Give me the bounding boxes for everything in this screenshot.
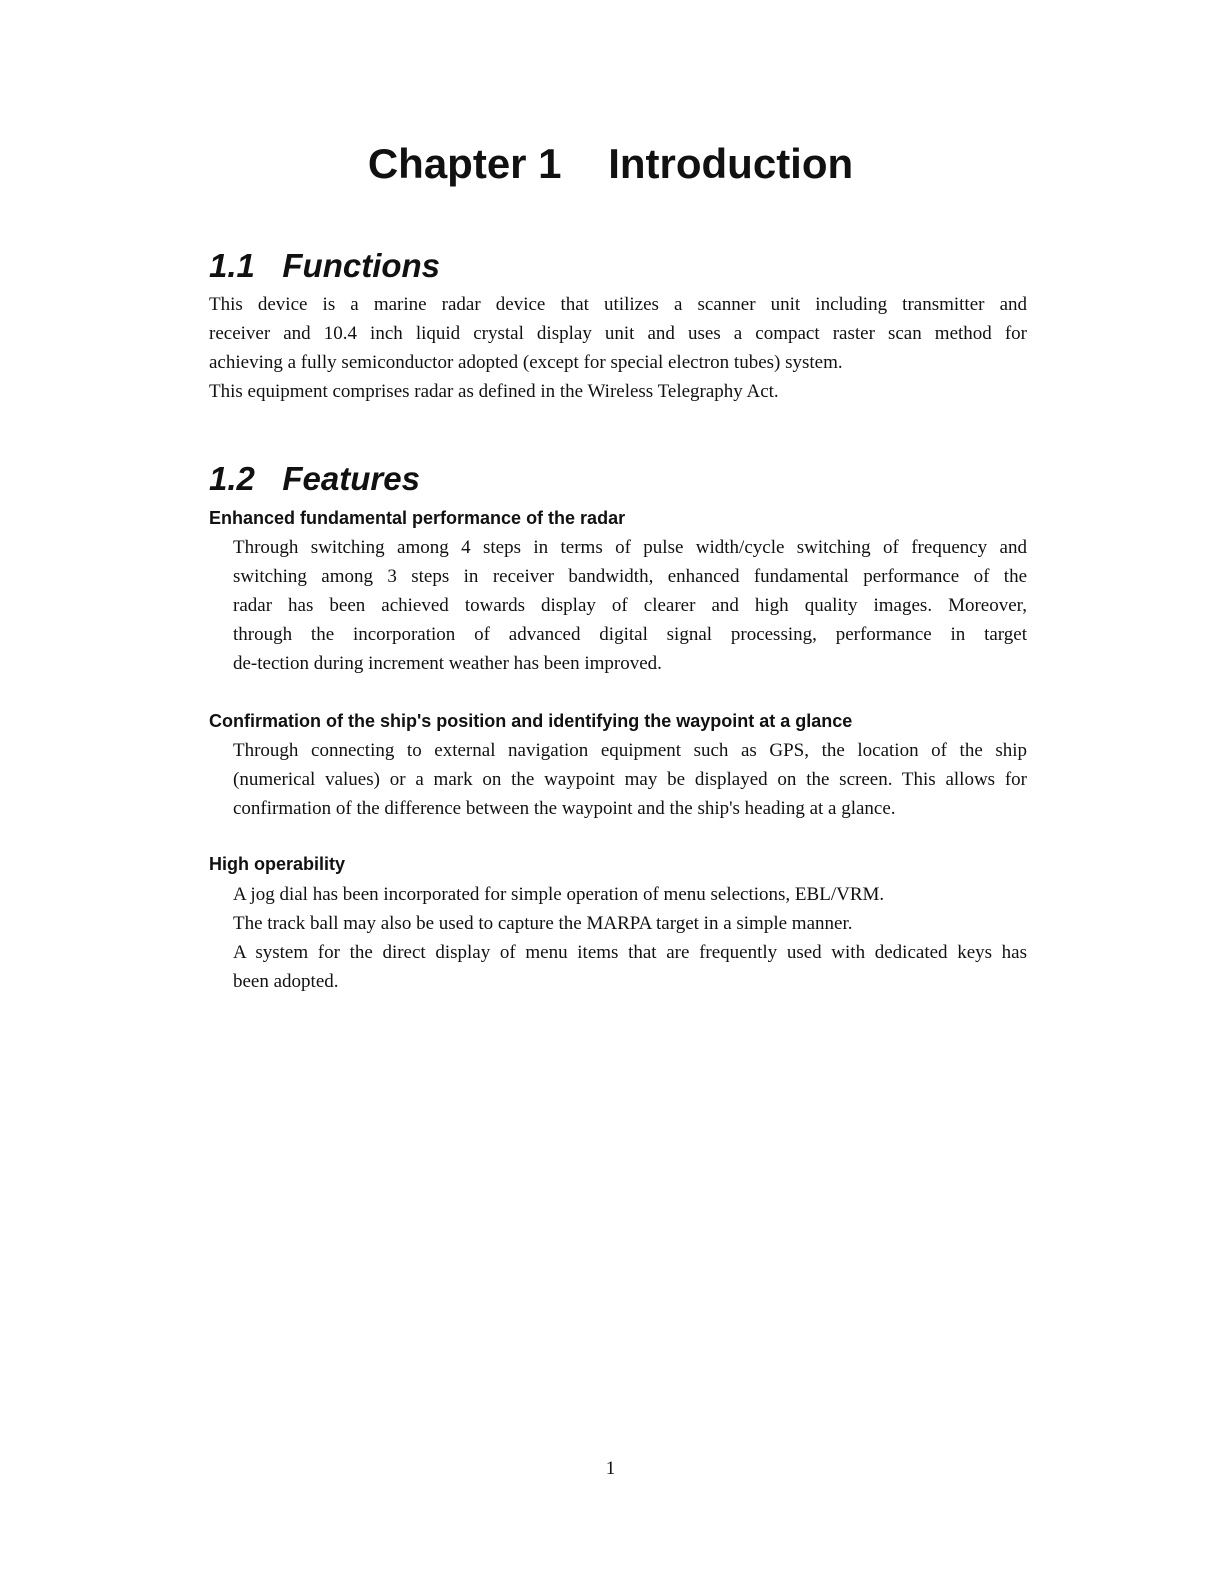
- feature-body-ship-position: [233, 736, 1027, 823]
- functions-body: [209, 290, 1027, 406]
- feature-line: confirmation of the difference between the waypoint and the ship's heading at a glance.: [233, 798, 896, 819]
- page-number: 1: [605, 1458, 616, 1479]
- feature-heading-ship-position: Confirmation of the ship's position and identifying the waypoint at a glance: [209, 711, 853, 731]
- feature-line: The track ball may also be used to capture the MARPA target in a simple manner.: [233, 913, 853, 934]
- section-heading-functions: 1.1 Functions: [209, 247, 441, 284]
- feature-line: (numerical values) or a mark on the waypoint may be displayed on the screen. This allows for: [233, 769, 1027, 790]
- feature-line: through the incorporation of advanced digital signal processing, performance in target: [233, 624, 1027, 645]
- feature-heading-enhanced-performance: Enhanced fundamental performance of the radar: [209, 508, 626, 528]
- feature-line: A system for the direct display of menu items that are frequently used with dedicated keys has: [233, 942, 1027, 963]
- functions-line: This device is a marine radar device that utilizes a scanner unit including transmitter and: [209, 294, 1027, 315]
- feature-line: radar has been achieved towards display of clearer and high quality images. Moreover,: [233, 595, 1027, 616]
- functions-line: achieving a fully semiconductor adopted (except for special electron tubes) system.: [209, 352, 843, 373]
- functions-line: This equipment comprises radar as defined in the Wireless Telegraphy Act.: [209, 381, 779, 402]
- feature-body-high-operability: [233, 880, 1027, 996]
- functions-line: receiver and 10.4 inch liquid crystal display unit and uses a compact raster scan method for: [209, 323, 1027, 344]
- feature-body-enhanced-performance: [233, 533, 1027, 678]
- feature-line: A jog dial has been incorporated for simple operation of menu selections, EBL/VRM.: [233, 884, 885, 905]
- feature-heading-high-operability: High operability: [209, 854, 346, 874]
- feature-line: Through switching among 4 steps in terms of pulse width/cycle switching of frequency and: [233, 537, 1027, 558]
- feature-line: de-tection during increment weather has been improved.: [233, 653, 662, 674]
- feature-line: been adopted.: [233, 971, 339, 992]
- section-heading-features: 1.2 Features: [209, 460, 420, 497]
- feature-line: switching among 3 steps in receiver bandwidth, enhanced fundamental performance of the: [233, 566, 1027, 587]
- feature-line: Through connecting to external navigation equipment such as GPS, the location of the ship: [233, 740, 1027, 761]
- chapter-title: Chapter 1 Introduction: [367, 140, 854, 187]
